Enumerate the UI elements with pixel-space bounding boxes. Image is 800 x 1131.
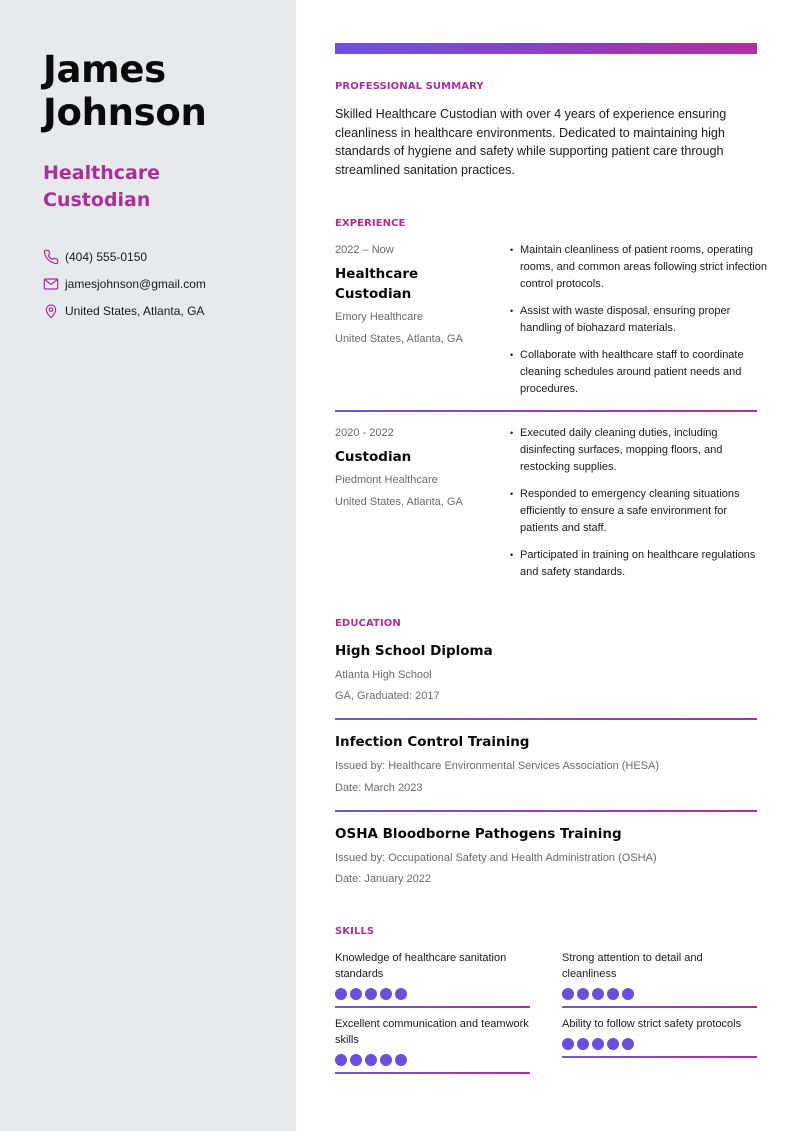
rating-dot — [622, 988, 634, 1000]
rating-dot — [607, 988, 619, 1000]
skill-divider — [562, 1056, 757, 1058]
certification-date: Date: January 2022 — [335, 873, 432, 885]
section-title-summary: PROFESSIONAL SUMMARY — [335, 81, 484, 92]
skill-rating — [335, 988, 530, 1000]
job-company: Piedmont Healthcare — [335, 474, 438, 486]
rating-dot — [607, 1038, 619, 1050]
rating-dot — [395, 988, 407, 1000]
job-bullets — [510, 242, 768, 408]
certification-issuer: Issued by: Occupational Safety and Health Administration (OSHA) — [335, 852, 657, 864]
rating-dot — [592, 988, 604, 1000]
contact-list — [43, 243, 206, 324]
contact-location — [43, 297, 206, 324]
rating-dot — [335, 988, 347, 1000]
divider — [335, 410, 757, 412]
skill-item — [562, 950, 757, 1000]
section-title-education: EDUCATION — [335, 618, 401, 629]
skill-item — [335, 1016, 530, 1066]
job-bullet: • Participated in training on healthcare regulations and safety standards. — [510, 547, 768, 581]
certification-title: Infection Control Training — [335, 734, 530, 750]
skill-divider — [562, 1006, 757, 1008]
certification-date: Date: March 2023 — [335, 782, 423, 794]
section-title-experience: EXPERIENCE — [335, 218, 406, 229]
job-title: Healthcare Custodian — [335, 266, 419, 302]
job-company: Emory Healthcare — [335, 311, 424, 323]
job-role — [43, 160, 160, 214]
job-role-line-2: Custodian — [43, 189, 151, 211]
rating-dot — [395, 1054, 407, 1066]
last-name: Johnson — [43, 91, 207, 134]
skill-label: Ability to follow strict safety protocols — [562, 1018, 742, 1030]
rating-dot — [622, 1038, 634, 1050]
section-title-skills: SKILLS — [335, 926, 375, 937]
first-name: James — [43, 48, 166, 91]
accent-gradient-bar — [335, 43, 757, 54]
skill-divider — [335, 1006, 530, 1008]
rating-dot — [562, 1038, 574, 1050]
rating-dot — [592, 1038, 604, 1050]
rating-dot — [380, 1054, 392, 1066]
job-bullet: • Responded to emergency cleaning situations efficiently to ensure a safe environment for patients and staff. — [510, 486, 768, 537]
sidebar — [0, 0, 296, 1131]
job-bullet: • Collaborate with healthcare staff to coordinate cleaning schedules around patient needs and procedures. — [510, 347, 768, 398]
rating-dot — [365, 1054, 377, 1066]
email-text: jamesjohnson@gmail.com — [65, 276, 206, 291]
job-bullet: • Assist with waste disposal, ensuring proper handling of biohazard materials. — [510, 303, 768, 337]
job-bullet: • Maintain cleanliness of patient rooms, operating rooms, and common areas following strict infection control protocols. — [510, 242, 768, 293]
mail-icon — [43, 276, 59, 292]
education-title: High School Diploma — [335, 643, 493, 659]
rating-dot — [577, 1038, 589, 1050]
job-location: United States, Atlanta, GA — [335, 496, 463, 508]
contact-email[interactable] — [43, 270, 206, 297]
divider — [335, 810, 757, 812]
rating-dot — [350, 988, 362, 1000]
job-role-line-1: Healthcare — [43, 162, 161, 184]
candidate-name — [43, 48, 207, 134]
rating-dot — [562, 988, 574, 1000]
divider — [335, 718, 757, 720]
skill-label: Strong attention to detail and cleanliness — [562, 952, 703, 980]
certification-title: OSHA Bloodborne Pathogens Training — [335, 826, 622, 842]
job-date: 2020 - 2022 — [335, 427, 394, 439]
rating-dot — [365, 988, 377, 1000]
skill-item — [562, 1016, 762, 1050]
rating-dot — [577, 988, 589, 1000]
job-date: 2022 – Now — [335, 244, 394, 256]
summary-text: Skilled Healthcare Custodian with over 4 years of experience ensuring cleanliness in healthcare environments. Dedicated to maintaining high standards of hygiene and safety while supporting patient care through streamlined sanitation practices. — [335, 107, 727, 178]
skill-rating — [562, 1038, 762, 1050]
phone-icon — [43, 249, 59, 265]
job-bullets — [510, 425, 768, 591]
education-line-1: Atlanta High School — [335, 669, 432, 681]
skill-label: Excellent communication and teamwork skills — [335, 1018, 529, 1046]
skill-item — [335, 950, 530, 1000]
rating-dot — [335, 1054, 347, 1066]
job-bullet: • Executed daily cleaning duties, including disinfecting surfaces, mopping floors, and restocking supplies. — [510, 425, 768, 476]
phone-text: (404) 555-0150 — [65, 249, 148, 264]
location-text: United States, Atlanta, GA — [65, 303, 205, 318]
skill-label: Knowledge of healthcare sanitation standards — [335, 952, 507, 980]
certification-issuer: Issued by: Healthcare Environmental Services Association (HESA) — [335, 760, 660, 772]
job-title: Custodian — [335, 449, 412, 465]
skill-rating — [335, 1054, 530, 1066]
location-pin-icon — [43, 303, 59, 319]
rating-dot — [380, 988, 392, 1000]
skill-divider — [335, 1072, 530, 1074]
education-line-2: GA, Graduated: 2017 — [335, 690, 440, 702]
rating-dot — [350, 1054, 362, 1066]
job-location: United States, Atlanta, GA — [335, 333, 463, 345]
contact-phone[interactable] — [43, 243, 206, 270]
skill-rating — [562, 988, 757, 1000]
